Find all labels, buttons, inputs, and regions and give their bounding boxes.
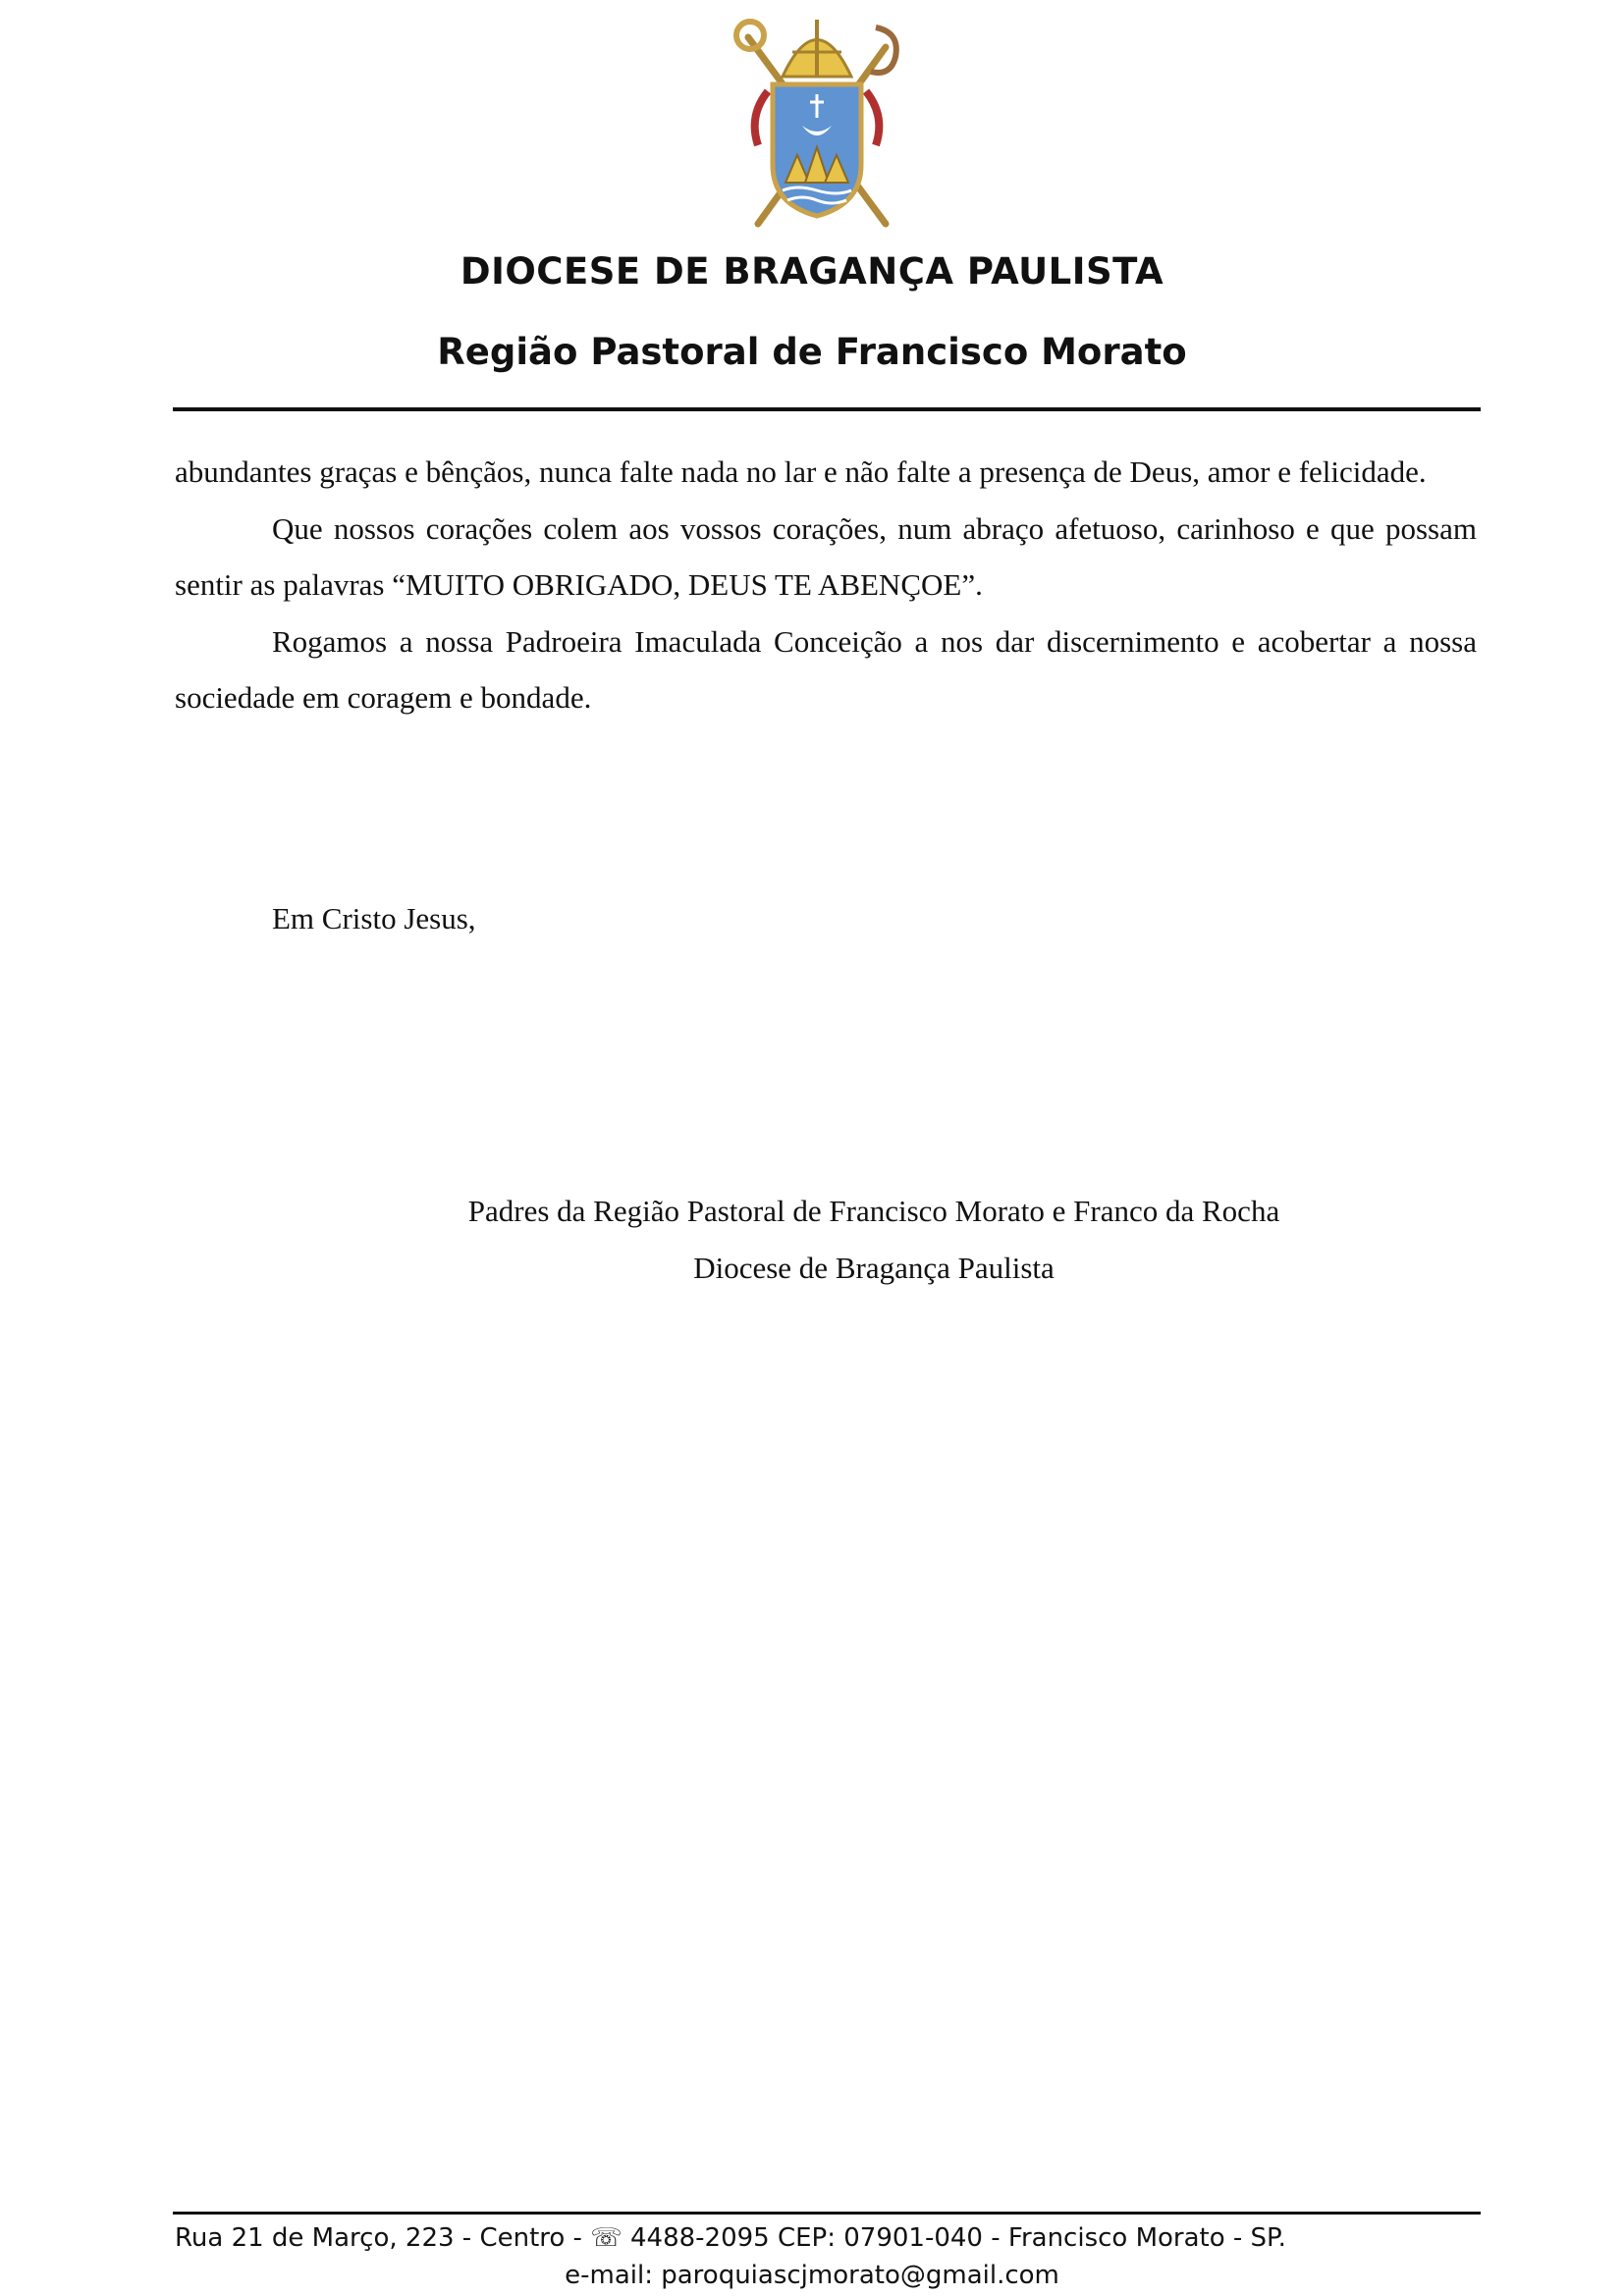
letter-body xyxy=(175,444,1477,726)
diocese-title: DIOCESE DE BRAGANÇA PAULISTA xyxy=(460,250,1164,293)
paragraph-hearts: Que nossos corações colem aos vossos corações, num abraço afetuoso, carinhoso e que possam sentir as palavras “MUITO OBRIGADO, DEUS TE ABENÇOE”. xyxy=(175,510,1477,602)
footer-address-start: Rua 21 de Março, 223 - Centro - xyxy=(175,2223,591,2253)
signature-line-diocese: Diocese de Bragança Paulista xyxy=(693,1251,1055,1285)
footer-address xyxy=(175,2223,1286,2253)
closing-salutation: Em Cristo Jesus, xyxy=(272,901,476,935)
telephone-icon: ☏ xyxy=(590,2223,623,2253)
signature-line-priests: Padres da Região Pastoral de Francisco Morato e Franco da Rocha xyxy=(467,1194,1280,1228)
region-subtitle: Região Pastoral de Francisco Morato xyxy=(437,331,1187,373)
signature-block xyxy=(422,1183,1326,1297)
paragraph-patroness: Rogamos a nossa Padroeira Imaculada Conceição a nos dar discernimento e acobertar a nossa sociedade em coragem e bondade. xyxy=(175,623,1477,715)
diocese-crest-logo xyxy=(729,8,905,234)
paragraph-continuation: abundantes graças e bênçãos, nunca falte nada no lar e não falte a presença de Deus, amor e felicidade. xyxy=(175,454,1427,489)
footer-divider xyxy=(173,2212,1481,2215)
footer-address-end: 4488-2095 CEP: 07901-040 - Francisco Morato - SP. xyxy=(622,2223,1286,2253)
header-divider xyxy=(173,407,1481,411)
footer-email: e-mail: paroquiascjmorato@gmail.com xyxy=(565,2261,1059,2290)
